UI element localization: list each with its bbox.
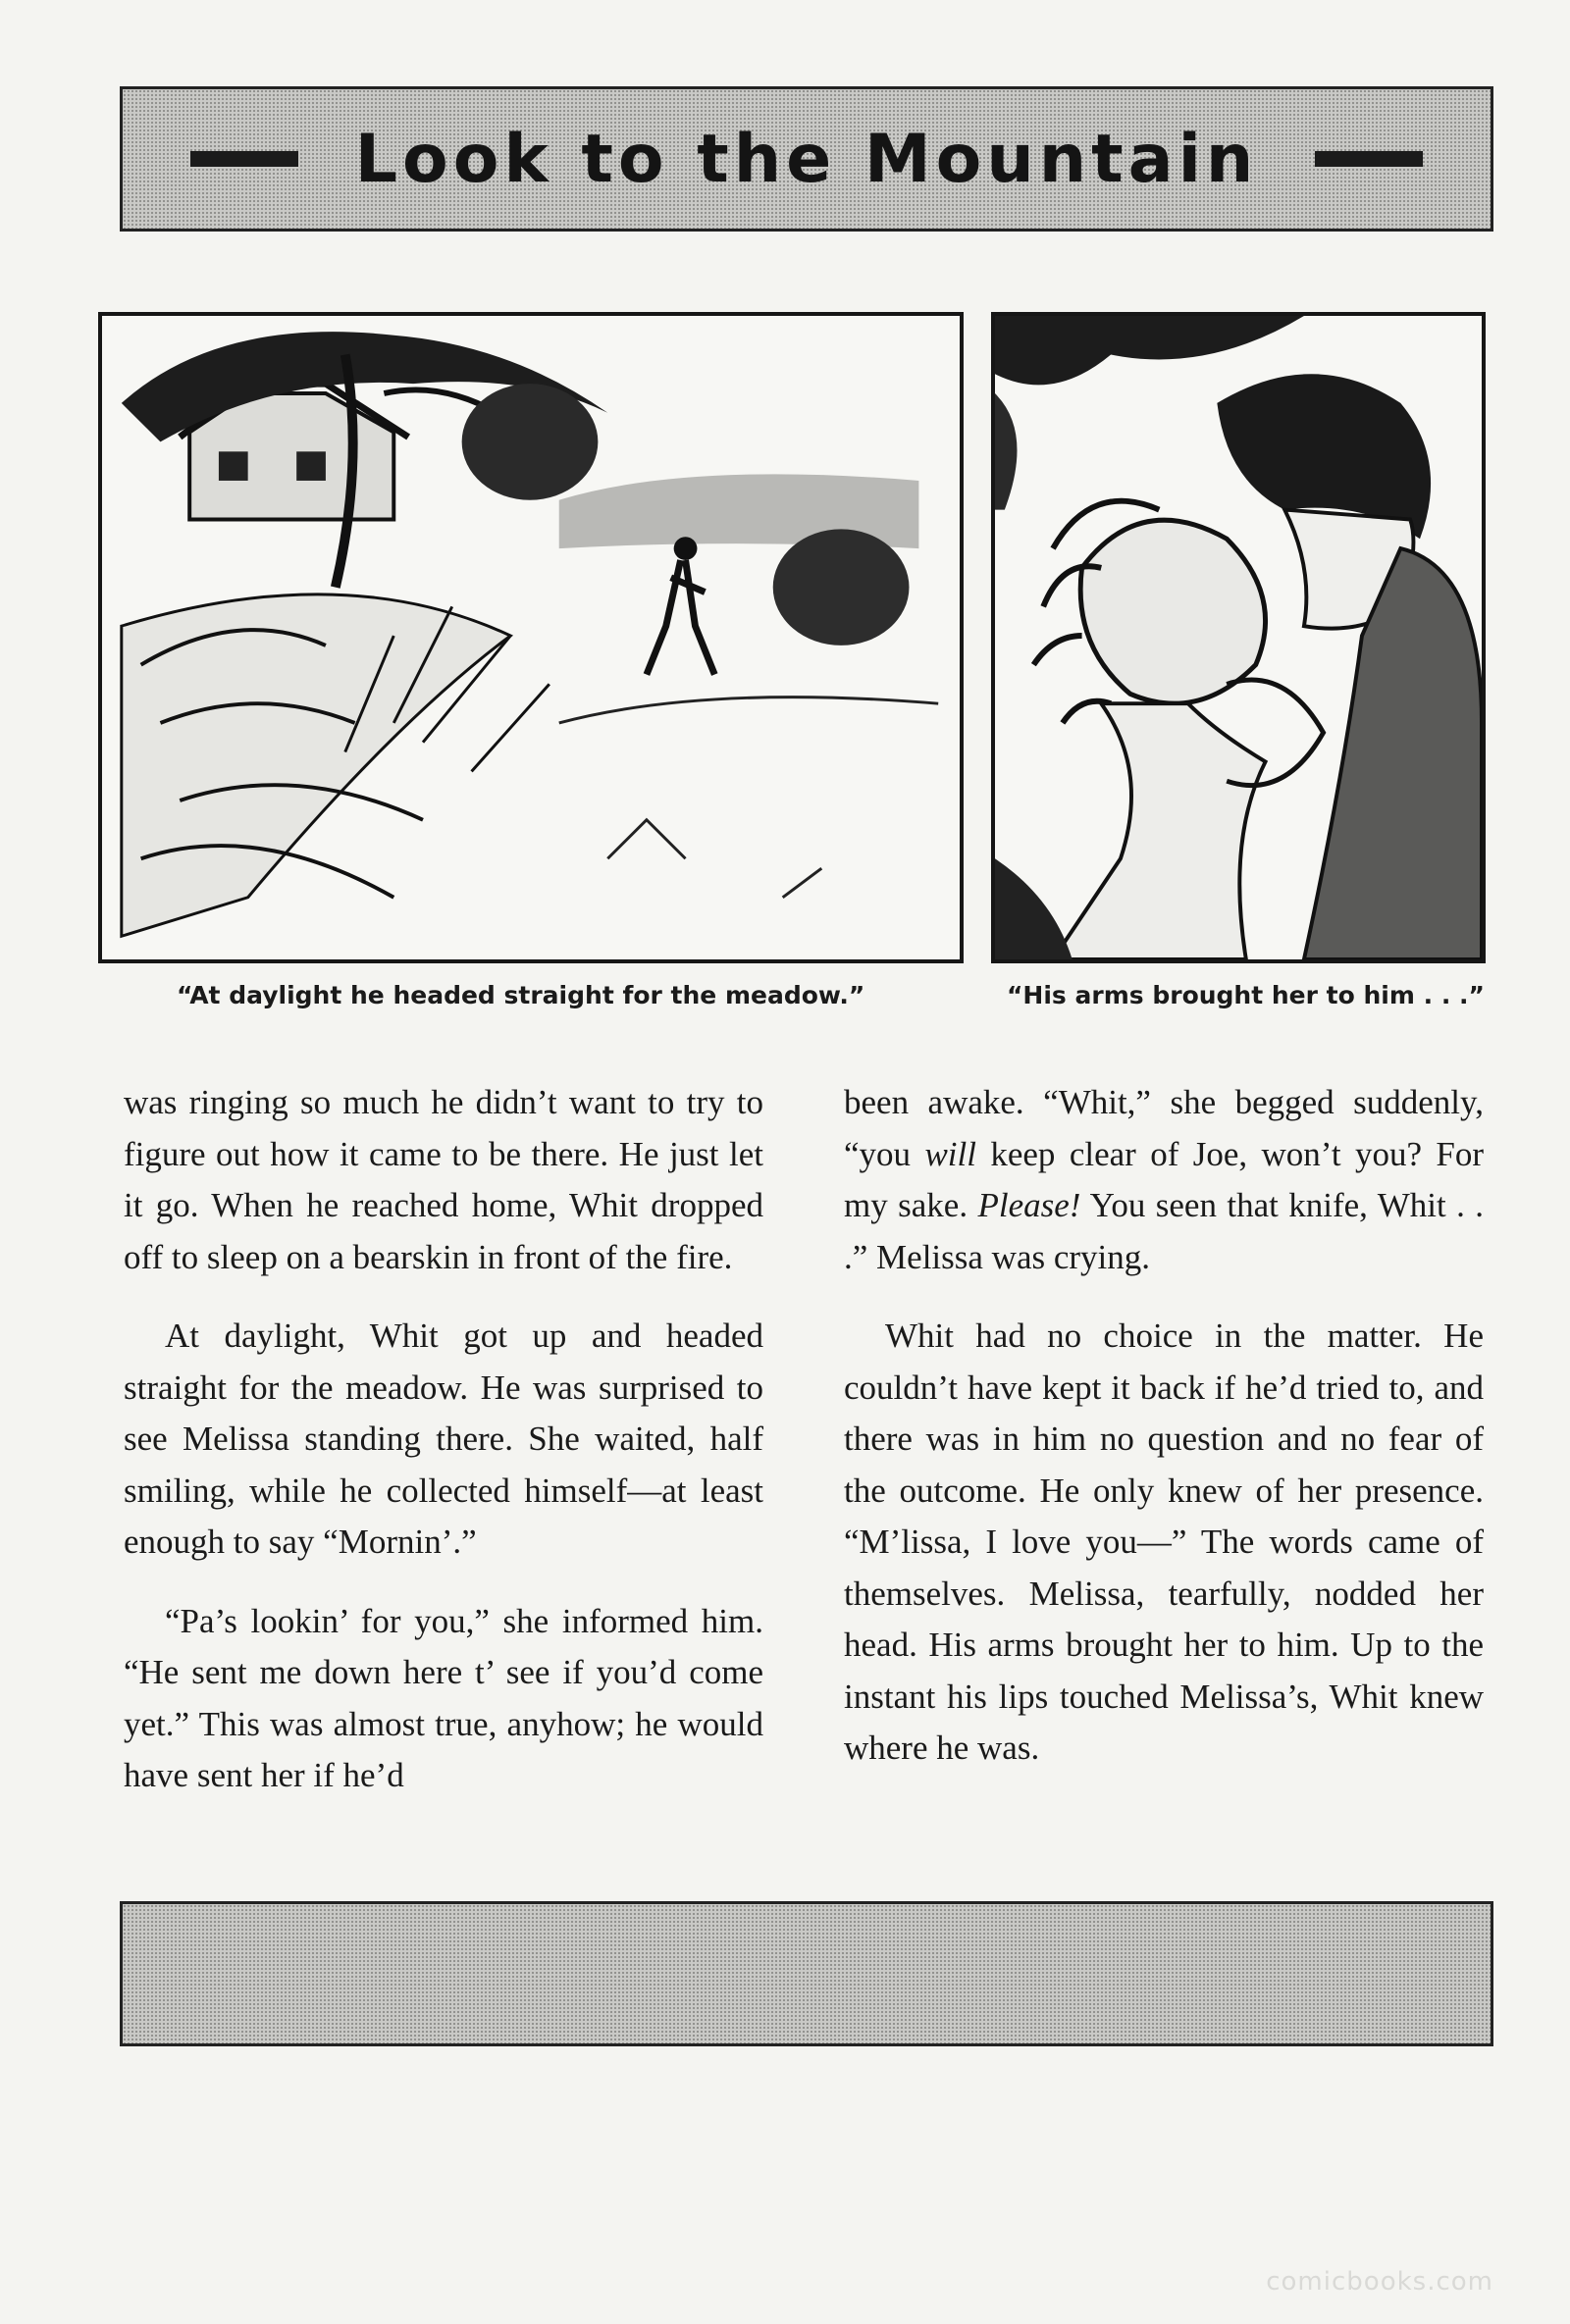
emphasis-please: Please! [977, 1186, 1081, 1224]
text-run: You seen that knife, Whit . . .” Melissa was crying. [844, 1186, 1484, 1276]
footer-banner [120, 1901, 1493, 2046]
caption-meadow: “At daylight he headed straight for the meadow.” [177, 981, 865, 1009]
watermark: comicbooks.com [1266, 2267, 1493, 2297]
paragraph [844, 1077, 1484, 1283]
meadow-drawing [102, 316, 960, 959]
illustration-meadow [98, 312, 964, 963]
emphasis-will: will [924, 1134, 976, 1173]
paragraph: “Pa’s lookin’ for you,” she informed him. “He sent me down here t’ see if you’d come yet.” This was almost true, anyhow; he would have sent her if he’d [124, 1601, 763, 1794]
story-title: Look to the Mountain [354, 120, 1259, 198]
banner-dash-left [190, 151, 298, 167]
embrace-drawing [995, 316, 1482, 959]
text-column-right [844, 1077, 1484, 1802]
title-banner [120, 86, 1493, 232]
text-column-left [124, 1077, 763, 1830]
banner-dash-right [1315, 151, 1423, 167]
illustration-embrace [991, 312, 1486, 963]
paragraph: At daylight, Whit got up and headed straight for the meadow. He was surprised to see Melissa standing there. She waited, half smiling, while he collected himself—at least enough to say “Mornin’.” [124, 1317, 763, 1561]
text-run: keep clear of Joe, won’t you? For my sake. [844, 1134, 1484, 1224]
text-run: been awake. “Whit,” she begged suddenly, “you [844, 1083, 1484, 1173]
paragraph: Whit had no choice in the matter. He couldn’t have kept it back if he’d tried to, and there was in him no question and no fear of the outcome. He only knew of her presence. “M’lissa, I love you—” The words came of themselves. Melissa, tearfully, nodded her head. His arms brought her to him. Up to the instant his lips touched Melissa’s, Whit knew where he was. [844, 1317, 1484, 1767]
caption-embrace: “His arms brought her to him . . .” [1007, 981, 1485, 1009]
paragraph: was ringing so much he didn’t want to try to figure out how it came to be there. He just let it go. When he reached home, Whit dropped off to sleep on a bearskin in front of the fire. [124, 1083, 763, 1276]
